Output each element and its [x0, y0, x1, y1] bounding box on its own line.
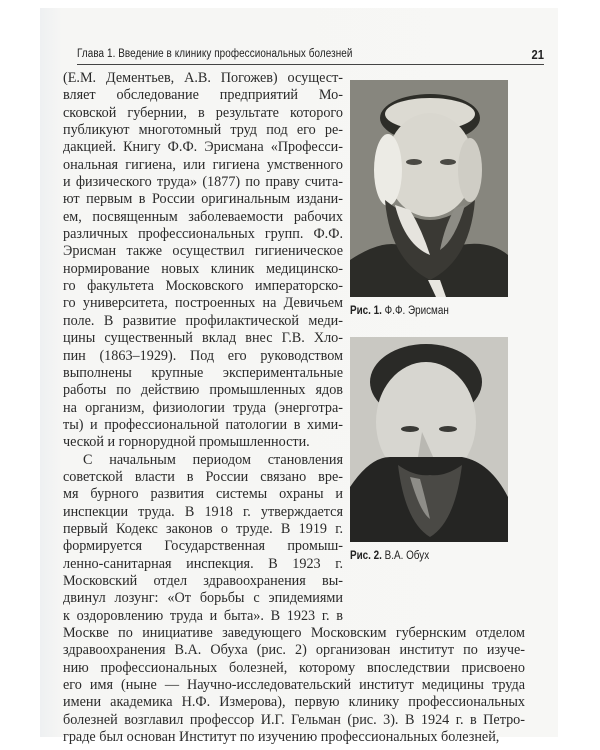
portrait-erisman-image — [350, 80, 508, 297]
figure-1-caption-text: Ф.Ф. Эрисман — [384, 305, 449, 317]
text-line: к оздоровлению труда и быта». В 1923 г. в — [63, 607, 343, 624]
text-line: мя бурного развития системы охраны и — [63, 486, 343, 503]
text-line: сковской губернии, в результате которого — [63, 104, 343, 121]
text-line: советской власти в России связано вре- — [63, 468, 343, 485]
text-line: инспекции труда. В 1918 г. утверждается — [63, 503, 343, 520]
text-line: выполнены крупные экспериментальные — [63, 364, 343, 381]
text-line: болезней возглавил профессор И.Г. Гельман (рис. 3). В 1924 г. в Петро- — [63, 711, 525, 728]
text-line: поле. В развитие профилактической меди- — [63, 312, 343, 329]
text-line: формируется Государственная промыш- — [63, 538, 343, 555]
portrait-obukh-image — [350, 337, 508, 542]
text-line: работы по действию промышленных ядов — [63, 382, 343, 399]
text-line: различных профессиональных групп. Ф.Ф. — [63, 226, 343, 243]
text-line: цины существенный вклад внес Г.В. Хло- — [63, 330, 343, 347]
page-number: 21 — [531, 47, 544, 62]
text-line: ленно-санитарная инспекция. В 1923 г. — [63, 555, 343, 572]
text-line: ты) и профессиональной патологии в хими- — [63, 416, 343, 433]
figure-1-label: Рис. 1. — [350, 305, 382, 317]
text-line: го факультета Московского императорско- — [63, 278, 343, 295]
text-line: имени академика Н.Ф. Измерова), первую клинику профессиональных — [63, 694, 525, 711]
text-line: нию профессиональных болезней, которому впоследствии присвоено — [63, 659, 525, 676]
chapter-title: Глава 1. Введение в клинику профессиональных болезней — [77, 48, 353, 60]
book-page — [40, 8, 558, 746]
figure-2-caption-text: В.А. Обух — [384, 550, 430, 562]
text-line: ональная гигиена, или гигиена умственного — [63, 156, 343, 173]
text-line: го университета, построенных на Девичьем — [63, 295, 343, 312]
text-line: Москве по инициативе заведующего Московским губернским отделом — [63, 625, 525, 641]
text-line: двинул лозунг: «От борьбы с эпидемиями — [63, 590, 343, 607]
text-line: ческой и горнорудной промышленности. — [63, 434, 310, 451]
figure-2-caption — [350, 550, 429, 562]
text-line: первый Кодекс законов о труде. В 1919 г. — [63, 520, 343, 537]
wide-column — [63, 625, 525, 746]
text-line: вляет обследование предприятий Мо- — [63, 87, 343, 104]
paragraph-start-line: С начальным периодом становления — [83, 451, 343, 468]
text-line: Московский отдел здравоохранения вы- — [63, 572, 343, 589]
text-line: нормирование новых клиник медицинско- — [63, 260, 343, 277]
text-line: публикуют многотомный труд под его ре- — [63, 122, 343, 139]
figure-1-caption — [350, 305, 449, 317]
portrait-obukh-drawing — [350, 337, 508, 542]
text-line: граде был основан Институт по изучению профессиональных болезней, — [63, 729, 500, 746]
text-line: ем, посвященным заболеваемости рабочих — [63, 208, 343, 225]
text-line: ют первым в России оригинальным издани- — [63, 191, 343, 208]
text-line: Эрисман также осуществил гигиеническое — [63, 243, 343, 260]
running-header — [77, 46, 544, 65]
text-line: пин (1863–1929). Под его руководством — [63, 347, 343, 364]
text-line: его имя (ныне — Научно-исследовательский институт медицины труда — [63, 677, 525, 694]
text-line: и физического труда» (1877) по праву счита- — [63, 174, 343, 191]
figure-2-label: Рис. 2. — [350, 550, 382, 562]
portrait-erisman-drawing — [350, 80, 508, 297]
text-line: (Е.М. Дементьев, А.В. Погожев) осущест- — [63, 70, 343, 86]
text-line: дакцией. Книгу Ф.Ф. Эрисмана «Професси- — [63, 139, 343, 156]
text-line: здравоохранения В.А. Обуха (рис. 2) организован институт по изуче- — [63, 642, 525, 659]
text-line: на организм, физиологии труда (энерготра- — [63, 399, 343, 416]
